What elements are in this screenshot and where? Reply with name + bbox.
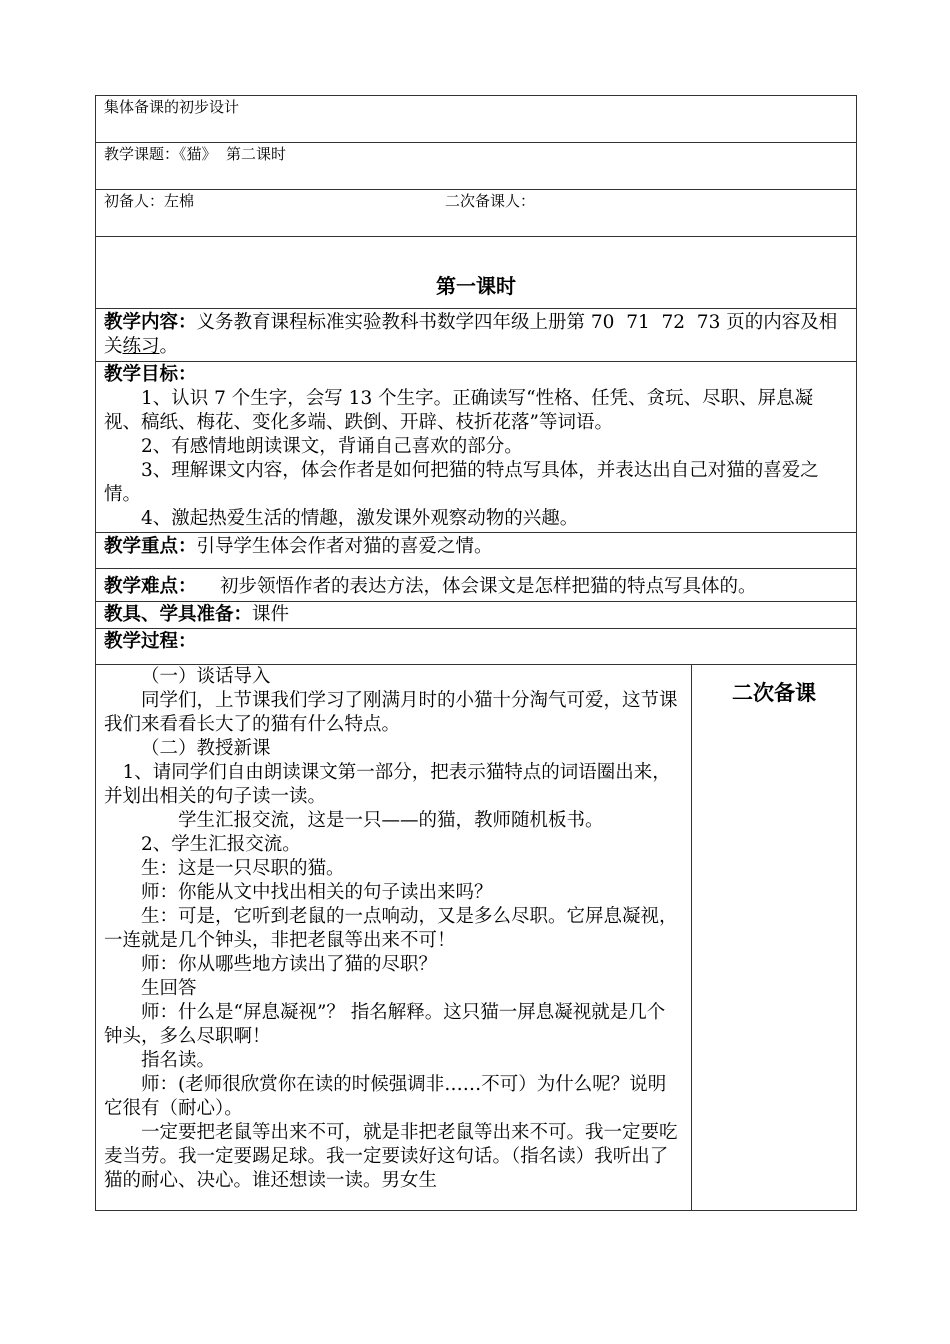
- process-line: 学生汇报交流，这是一只——的猫，教师随机板书。: [178, 810, 604, 831]
- second-preparer: 二次备课人：: [445, 192, 536, 210]
- difficulty-label: 教学难点：: [104, 576, 197, 597]
- process-line: 同学们，上节课我们学习了刚满月时的小猫十分淘气可爱，这节课我们来看看长大了的猫有什么特点。: [104, 690, 678, 735]
- key-point-text: 引导学生体会作者对猫的喜爱之情。: [196, 536, 493, 557]
- process-line: 师：什么是“屏息凝视”？ 指名解释。这只猫一屏息凝视就是几个钟头，多么尽职啊！: [104, 1002, 666, 1047]
- exercise-link[interactable]: 练习: [122, 336, 160, 357]
- objectives-label: 教学目标：: [104, 364, 197, 385]
- content-label: 教学内容：: [104, 312, 197, 333]
- second-prep-label: 二次备课: [732, 680, 816, 705]
- process-label: 教学过程：: [104, 631, 197, 652]
- process-line: 师：(老师很欣赏你在读的时候强调非……不可）为什么呢？说明它很有（耐心）。: [104, 1074, 667, 1119]
- title-cell: [96, 237, 857, 309]
- difficulty-text: 初步领悟作者的表达方法，体会课文是怎样把猫的特点写具体的。: [196, 576, 757, 597]
- content-cell: [96, 309, 857, 362]
- tools-text: 课件: [252, 604, 290, 625]
- header-row-3: [96, 190, 857, 237]
- process-line: （一）谈话导入: [141, 666, 271, 687]
- lesson-plan-page: [95, 95, 856, 1211]
- process-line: 生回答: [141, 978, 197, 999]
- process-line: 师：你从哪些地方读出了猫的尽职？: [141, 954, 438, 975]
- key-point-label: 教学重点：: [104, 536, 197, 557]
- tools-label: 教具、学具准备：: [104, 604, 253, 625]
- header-line-1: 集体备课的初步设计: [104, 98, 240, 116]
- process-line: 一定要把老鼠等出来不可，就是非把老鼠等出来不可。我一定要吃麦当劳。我一定要踢足球。我一定要读好这句话。（指名读）我听出了猫的耐心、决心。谁还想读一读。男女生: [104, 1122, 678, 1191]
- objective-item: 2、有感情地朗读课文，背诵自己喜欢的部分。: [141, 436, 523, 457]
- objective-item: 3、理解课文内容，体会作者是如何把猫的特点写具体，并表达出自己对猫的喜爱之情。: [104, 460, 819, 505]
- tools-cell: [96, 602, 857, 629]
- process-line: 1、请同学们自由朗读课文第一部分，把表示猫特点的词语圈出来，并划出相关的句子读一读。: [104, 762, 671, 807]
- preparer: 初备人：左棉: [104, 192, 195, 210]
- difficulty-cell: [96, 569, 857, 602]
- process-cell: [96, 665, 692, 1211]
- header-row-2: [96, 143, 857, 190]
- process-label-cell: [96, 629, 857, 665]
- objective-item: 4、激起热爱生活的情趣，激发课外观察动物的兴趣。: [141, 508, 579, 529]
- lesson-topic: 教学课题：《猫》 第二课时: [104, 145, 287, 163]
- content-text: 义务教育课程标准实验教科书数学四年级上册第 70 71 72 73 页的内容及相关: [104, 312, 838, 357]
- header-row-1: [96, 96, 857, 143]
- process-line: 师：你能从文中找出相关的句子读出来吗？: [141, 882, 493, 903]
- lesson-title: 第一课时: [436, 274, 516, 298]
- side-cell: [692, 665, 857, 1211]
- objectives-cell: [96, 362, 857, 533]
- process-line: 生：这是一只尽职的猫。: [141, 858, 345, 879]
- process-line: （二）教授新课: [141, 738, 271, 759]
- key-point-cell: [96, 533, 857, 569]
- process-line: 指名读。: [141, 1050, 216, 1071]
- lesson-plan-table: [95, 95, 857, 1211]
- objective-item: 1、认识 7 个生字，会写 13 个生字。正确读写“性格、任凭、贪玩、尽职、屏息凝视、稿纸、梅花、变化多端、跌倒、开辟、枝折花落”等词语。: [104, 388, 814, 433]
- content-tail: 。: [159, 336, 179, 357]
- process-line: 2、学生汇报交流。: [141, 834, 301, 855]
- process-line: 生：可是，它听到老鼠的一点响动，又是多么尽职。它屏息凝视，一连就是几个钟头，非把老鼠等出来不可！: [104, 906, 678, 951]
